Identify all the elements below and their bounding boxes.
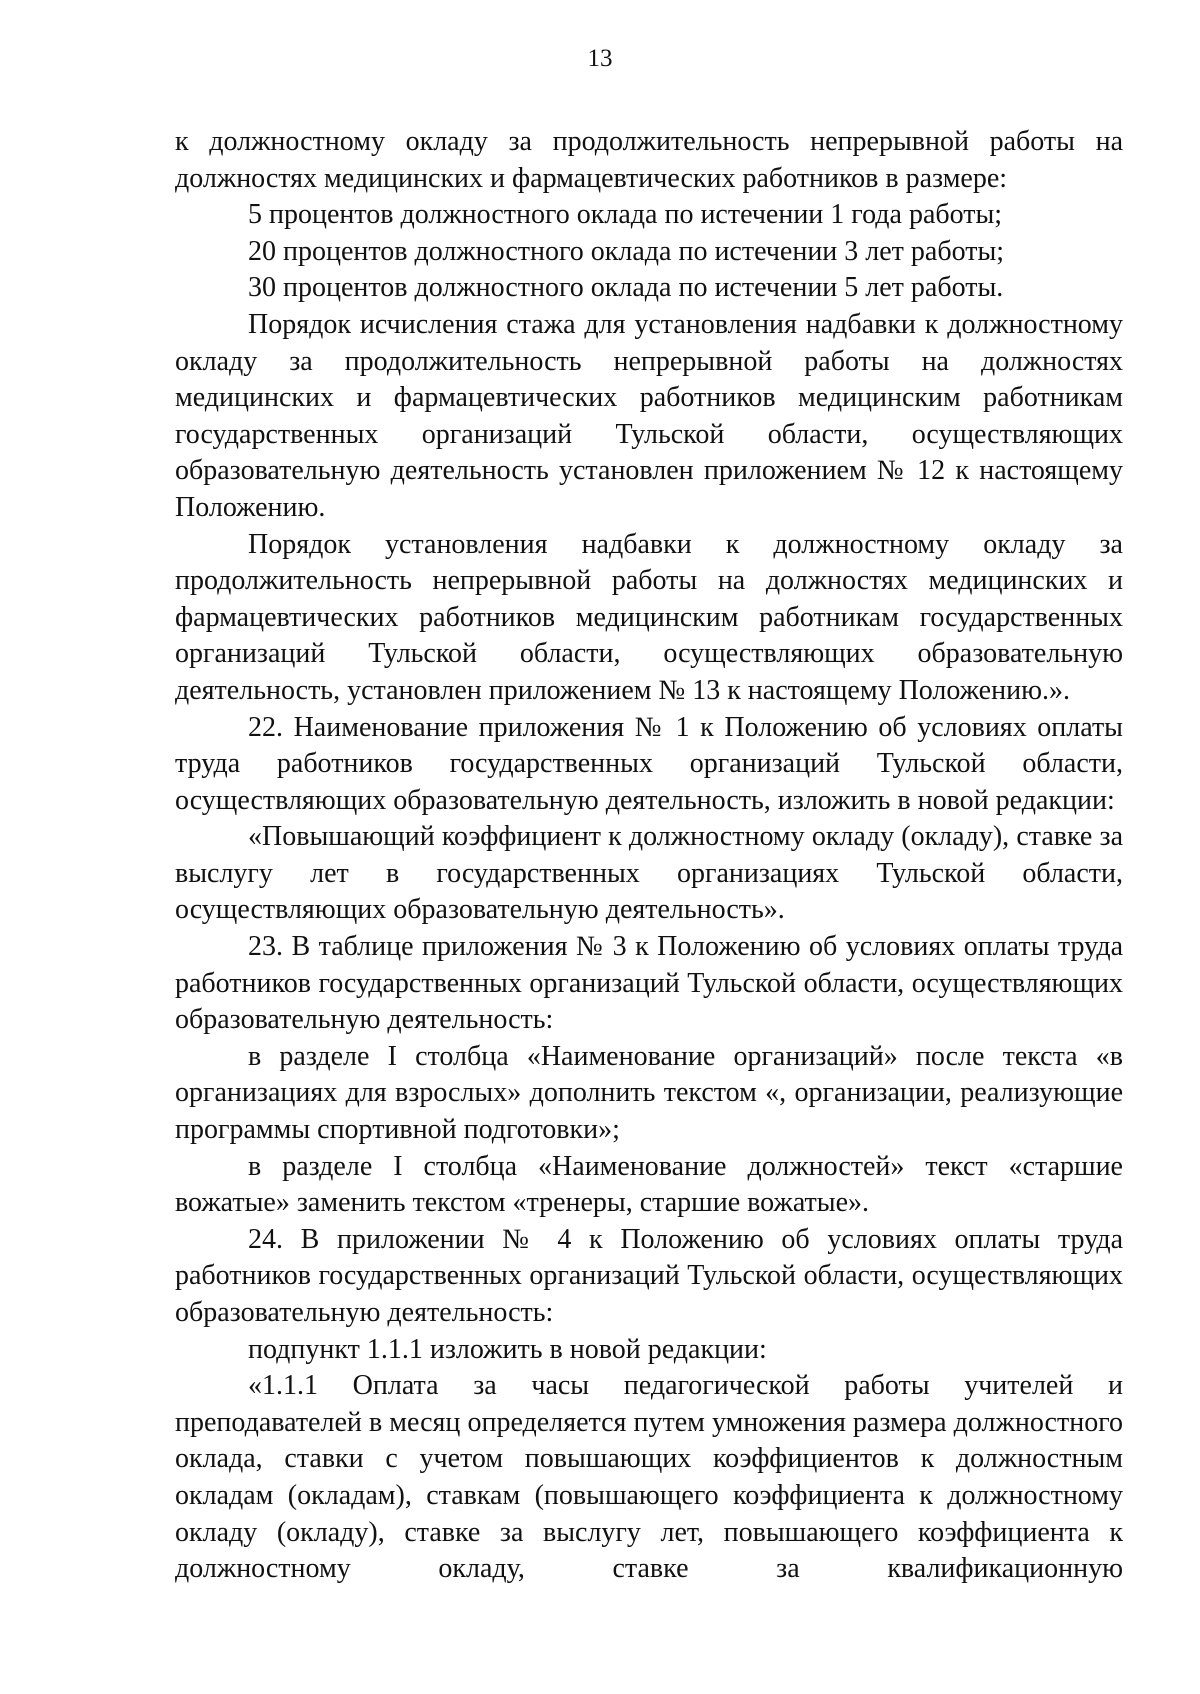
page-number: 13 xyxy=(587,45,613,72)
paragraph: подпункт 1.1.1 изложить в новой редакции: xyxy=(248,1333,767,1365)
paragraph: 5 процентов должностного оклада по истечении 1 года работы; xyxy=(248,199,1003,231)
paragraph: 23. В таблице приложения № 3 к Положению об условиях оплаты труда работников государственных организаций Тульской области, осуществляющих образовательную деятельность: xyxy=(175,931,1123,1036)
paragraph: «1.1.1 Оплата за часы педагогической работы учителей и преподавателей в месяц определяется путем умножения размера должностного оклада, ставки с учетом повышающих коэффициентов к должностным окладам (окладам), ставкам (повышающего коэффициента к должностному окладу (окладу), ставке за выслугу лет, повышающего коэффициента к должностному окладу, ставке за квалификационную xyxy=(175,1370,1123,1585)
paragraph: 24. В приложении № 4 к Положению об условиях оплаты труда работников государственных организаций Тульской области, осуществляющих образовательную деятельность: xyxy=(175,1223,1123,1328)
paragraph: «Повышающий коэффициент к должностному окладу (окладу), ставке за выслугу лет в государственных организациях Тульской области, осуществляющих образовательную деятельность». xyxy=(175,821,1123,926)
paragraph: 22. Наименование приложения № 1 к Положению об условиях оплаты труда работников государственных организаций Тульской области, осуществляющих образовательную деятельность, изложить в новой редакции: xyxy=(175,711,1123,816)
paragraph: в разделе I столбца «Наименование организаций» после текста «в организациях для взрослых» дополнить текстом «, организации, реализующие программы спортивной подготовки»; xyxy=(175,1040,1123,1146)
paragraph: Порядок исчисления стажа для установления надбавки к должностному окладу за продолжительность непрерывной работы на должностях медицинских и фармацевтических работников медицинским работникам государственных организаций Тульской области, осуществляющих образовательную деятельность установлен приложением № 12 к настоящему Положению. xyxy=(175,308,1123,523)
paragraph: к должностному окладу за продолжительность непрерывной работы на должностях медицинских и фармацевтических работников в размере: xyxy=(175,126,1123,194)
document-body xyxy=(175,124,1123,1588)
paragraph: в разделе I столбца «Наименование должностей» текст «старшие вожатые» заменить текстом «тренеры, старшие вожатые». xyxy=(175,1150,1123,1219)
paragraph: 20 процентов должностного оклада по истечении 3 лет работы; xyxy=(248,235,1005,267)
paragraph: 30 процентов должностного оклада по истечении 5 лет работы. xyxy=(248,272,1004,304)
paragraph: Порядок установления надбавки к должностному окладу за продолжительность непрерывной работы на должностях медицинских и фармацевтических работников медицинским работникам государственных организаций Тульской области, осуществляющих образовательную деятельность, установлен приложением № 13 к настоящему Положению.». xyxy=(175,528,1123,706)
